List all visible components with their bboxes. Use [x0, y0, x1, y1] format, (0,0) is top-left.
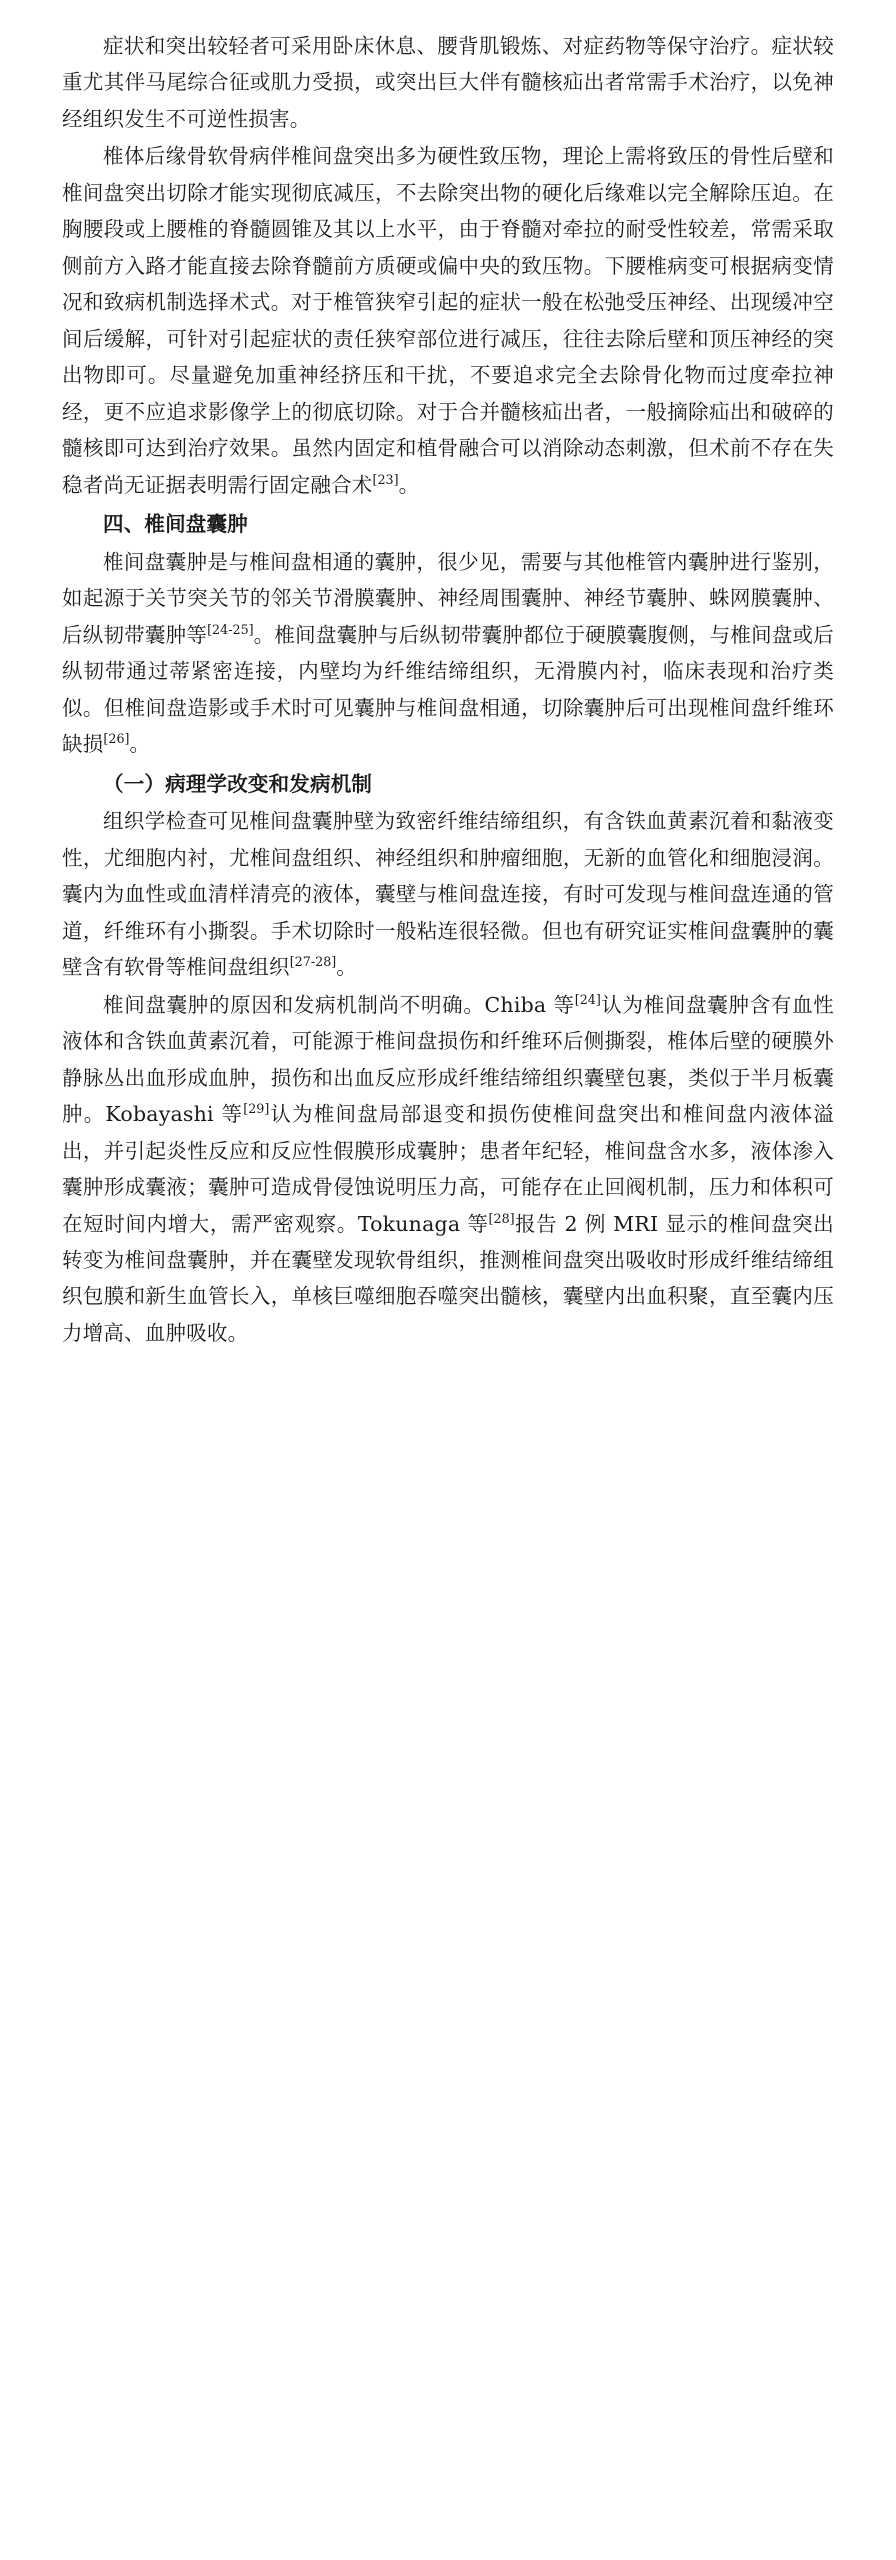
reference-marker: [27-28]: [289, 954, 337, 970]
paragraph-text: 组织学检查可见椎间盘囊肿壁为致密纤维结缔组织，有含铁血黄素沉着和黏液变性，尤细胞内衬，尤椎间盘组织、神经组织和肿瘤细胞，无新的血管化和细胞浸润。囊内为血性或血清样清亮的液体，囊壁与椎间盘连接，有时可发现与椎间盘连通的管道，纤维环有小撕裂。手术切除时一般粘连很轻微。但也有研究证实椎间盘囊肿的囊壁含有软骨等椎间盘组织: [62, 809, 834, 980]
paragraph-tail: 。: [336, 955, 357, 980]
paragraph-text: 椎体后缘骨软骨病伴椎间盘突出多为硬性致压物，理论上需将致压的骨性后壁和椎间盘突出切除才能实现彻底减压，不去除突出物的硬化后缘难以完全解除压迫。在胸腰段或上腰椎的脊髓圆锥及其以上水平，由于脊髓对牵拉的耐受性较差，常需采取侧前方入路才能直接去除脊髓前方质硬或偏中央的致压物。下腰椎病变可根据病变情况和致病机制选择术式。对于椎管狭窄引起的症状一般在松弛受压神经、出现缓冲空间后缓解，可针对引起症状的责任狭窄部位进行减压，往往去除后壁和顶压神经的突出物即可。尽量避免加重神经挤压和干扰，不要追求完全去除骨化物而过度牵拉神经，更不应追求影像学上的彻底切除。对于合并髓核疝出者，一般摘除疝出和破碎的髓核即可达到治疗效果。虽然内固定和植骨融合可以消除动态刺激，但术前不存在失稳者尚无证据表明需行固定融合术: [62, 144, 834, 497]
heading-text: （一）病理学改变和发病机制: [103, 771, 373, 796]
paragraph-surgical-strategy: [62, 138, 834, 503]
paragraph-tail: 。椎间盘囊肿与后纵韧带囊肿都位于硬膜囊腹侧，与椎间盘或后纵韧带通过蒂紧密连接，内壁均为纤维结缔组织，无滑膜内衬，临床表现和治疗类似。但椎间盘造影或手术时可见囊肿与椎间盘相通，切除囊肿后可出现椎间盘纤维环缺损: [62, 622, 834, 757]
paragraph-disc-cyst-overview: [62, 544, 834, 763]
paragraph-tail: 认为椎间盘囊肿含有血性液体和含铁血黄素沉着，可能源于椎间盘损伤和纤维环后侧撕裂，椎体后壁的硬膜外静脉丛出血形成血肿，损伤和出血反应形成纤维结缔组织囊壁包裹，类似于半月板囊肿。Kobayashi 等: [62, 992, 834, 1127]
reference-marker: [24]: [574, 991, 601, 1007]
paragraph-conservative-treatment: [62, 28, 834, 137]
reference-marker-2: [29]: [243, 1101, 270, 1117]
paragraph-tail-3: 报告 2 例 MRI 显示的椎间盘突出转变为椎间盘囊肿，并在囊壁发现软骨组织，推测椎间盘突出吸收时形成纤维结缔组织包膜和新生血管长入，单核巨噬细胞吞噬突出髓核，囊壁内出血积聚，直至囊内压力增高、血肿吸收。: [62, 1211, 834, 1345]
paragraph-tail-2: 。: [129, 732, 151, 757]
paragraph-text: 椎间盘囊肿的原因和发病机制尚不明确。Chiba 等: [103, 992, 575, 1017]
paragraph-tail-2: 认为椎间盘局部退变和损伤使椎间盘突出和椎间盘内液体溢出，并引起炎性反应和反应性假膜形成囊肿；患者年纪轻，椎间盘含水多，液体渗入囊肿形成囊液；囊肿可造成骨侵蚀说明压力高，可能存在止回阀机制，压力和体积可在短时间内增大，需严密观察。Tokunaga 等: [62, 1102, 834, 1236]
reference-marker-2: [26]: [103, 731, 130, 747]
reference-marker-3: [28]: [488, 1210, 515, 1226]
paragraph-histology: [62, 803, 834, 985]
paragraph-text: 椎间盘囊肿是与椎间盘相通的囊肿，很少见，需要与其他椎管内囊肿进行鉴别，如起源于关节突关节的邻关节滑膜囊肿、神经周围囊肿、神经节囊肿、蛛网膜囊肿、后纵韧带囊肿等: [62, 549, 834, 647]
heading-section-four: [62, 506, 834, 542]
heading-pathology: [62, 766, 834, 802]
paragraph-text: 症状和突出较轻者可采用卧床休息、腰背肌锻炼、对症药物等保守治疗。症状较重尤其伴马尾综合征或肌力受损，或突出巨大伴有髓核疝出者常需手术治疗，以免神经组织发生不可逆性损害。: [62, 34, 834, 131]
heading-text: 四、椎间盘囊肿: [103, 512, 248, 537]
reference-marker: [23]: [372, 471, 399, 487]
paragraph-mechanism: [62, 987, 834, 1352]
paragraph-tail: 。: [398, 472, 420, 497]
reference-marker: [24-25]: [207, 621, 254, 637]
